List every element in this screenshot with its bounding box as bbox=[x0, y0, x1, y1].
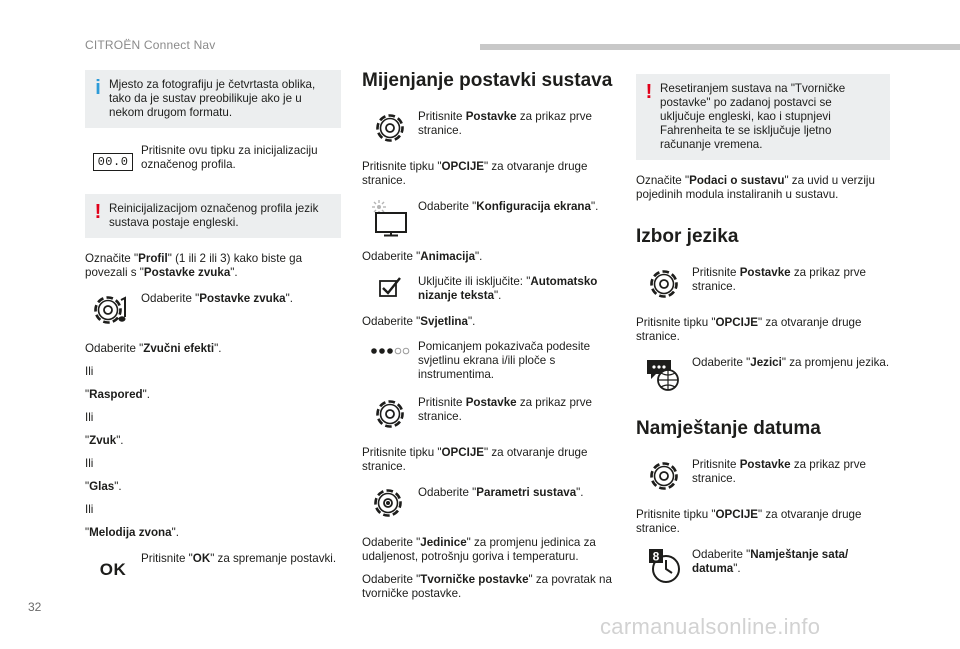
step-date-settings bbox=[636, 456, 890, 496]
checkbox-icon[interactable] bbox=[378, 276, 402, 298]
system-info-text: Označite "Podaci o sustavu" za uvid u verziju pojedinih modula instaliranih u sustavu. bbox=[636, 174, 875, 201]
language-icon[interactable] bbox=[644, 356, 684, 392]
screen-config-text: Odaberite "Konfiguracija ekrana". bbox=[418, 200, 599, 213]
sound-settings-icon[interactable] bbox=[91, 292, 135, 328]
date-select-text: Odaberite "Namještanje sata/ datuma". bbox=[692, 548, 849, 575]
settings-gear-icon[interactable] bbox=[373, 111, 407, 145]
step-lang-select bbox=[636, 354, 890, 394]
ok-button-icon[interactable]: OK bbox=[99, 560, 127, 579]
ok-text: Pritisnite "OK" za spremanje postavki. bbox=[141, 552, 337, 565]
watermark: carmanualsonline.info bbox=[600, 614, 821, 639]
system-params-icon[interactable] bbox=[370, 486, 410, 522]
warning-text: Reinicijalizacijom označenog profila jezik sustava postaje engleski. bbox=[109, 202, 319, 229]
factory-warning-box bbox=[636, 74, 890, 160]
system-params-text: Odaberite "Parametri sustava". bbox=[418, 486, 584, 499]
or-text: Ili bbox=[85, 365, 94, 378]
sound-effects-text: Odaberite "Zvučni efekti". bbox=[85, 342, 222, 355]
auto-scroll-text: Uključite ili isključite: "Automatsko nizanje teksta". bbox=[418, 275, 598, 302]
step-ok bbox=[85, 550, 341, 590]
section-heading-system-settings: Mijenjanje postavki sustava bbox=[362, 70, 613, 91]
option-zvuk: "Zvuk". bbox=[85, 434, 124, 447]
column-3 bbox=[636, 74, 890, 598]
settings-text-2: Pritisnite Postavke za prikaz prve stranice. bbox=[418, 396, 592, 423]
clock-date-icon[interactable] bbox=[644, 546, 684, 586]
header-bar bbox=[480, 44, 960, 50]
step-date-select bbox=[636, 546, 890, 586]
clock-badge: 8 bbox=[652, 549, 660, 564]
info-box bbox=[85, 70, 341, 128]
step-brightness-slider bbox=[362, 338, 614, 382]
settings-gear-icon[interactable] bbox=[647, 267, 681, 301]
warning-icon: ! bbox=[645, 81, 653, 103]
column-1 bbox=[85, 70, 341, 602]
lang-select-text: Odaberite "Jezici" za promjenu jezika. bbox=[692, 356, 890, 369]
step-lang-settings bbox=[636, 264, 890, 304]
info-text: Mjesto za fotografiju je četvrtasta oblika, tako da je sustav preobilikuje ako je u nekom drugom formatu. bbox=[109, 78, 316, 119]
sound-settings-text: Odaberite "Postavke zvuka". bbox=[141, 292, 293, 305]
column-2 bbox=[362, 70, 614, 610]
step-reset-profile bbox=[85, 142, 341, 182]
settings-gear-icon[interactable] bbox=[647, 459, 681, 493]
date-options-text: Pritisnite tipku "OPCIJE" za otvaranje druge stranice. bbox=[636, 508, 862, 535]
brightness-slider-icon[interactable] bbox=[370, 346, 410, 356]
warning-box bbox=[85, 194, 341, 238]
section-heading-language: Izbor jezika bbox=[636, 226, 739, 247]
section-heading-date: Namještanje datuma bbox=[636, 418, 821, 439]
step-system-params bbox=[362, 484, 614, 524]
lang-options-text: Pritisnite tipku "OPCIJE" za otvaranje druge stranice. bbox=[636, 316, 862, 343]
screen-config-icon[interactable] bbox=[368, 199, 412, 237]
step-screen-config bbox=[362, 198, 614, 238]
lang-settings-text: Pritisnite Postavke za prikaz prve stranice. bbox=[692, 266, 866, 293]
options-text: Pritisnite tipku "OPCIJE" za otvaranje druge stranice. bbox=[362, 160, 588, 187]
date-settings-text: Pritisnite Postavke za prikaz prve stranice. bbox=[692, 458, 866, 485]
animation-text: Odaberite "Animacija". bbox=[362, 250, 483, 263]
page-number: 32 bbox=[28, 600, 42, 614]
units-text: Odaberite "Jedinice" za promjenu jedinica za udaljenost, potrošnju goriva i temperaturu. bbox=[362, 536, 596, 563]
option-glas: "Glas". bbox=[85, 480, 122, 493]
option-melodija: "Melodija zvona". bbox=[85, 526, 179, 539]
select-profile-text: Označite "Profil" (1 ili 2 ili 3) kako biste ga povezali s "Postavke zvuka". bbox=[85, 252, 303, 279]
brightness-slider-text: Pomicanjem pokazivača podesite svjetlinu ekrana i/ili ploče s instrumentima. bbox=[418, 340, 591, 381]
step-settings-2 bbox=[362, 394, 614, 434]
info-icon: i bbox=[95, 77, 101, 99]
option-raspored: "Raspored". bbox=[85, 388, 150, 401]
header-title: CITROËN Connect Nav bbox=[85, 38, 216, 52]
step-settings bbox=[362, 108, 614, 148]
step-sound-settings bbox=[85, 290, 341, 330]
reset-text: Pritisnite ovu tipku za inicijalizaciju označenog profila. bbox=[141, 144, 318, 171]
step-auto-scroll bbox=[362, 273, 614, 303]
options-text-2: Pritisnite tipku "OPCIJE" za otvaranje druge stranice. bbox=[362, 446, 588, 473]
or-text: Ili bbox=[85, 503, 94, 516]
reset-button-icon[interactable]: 00.0 bbox=[93, 153, 134, 171]
brightness-text: Odaberite "Svjetlina". bbox=[362, 315, 476, 328]
or-text: Ili bbox=[85, 411, 94, 424]
factory-warning-text: Resetiranjem sustava na "Tvorničke postavke" po zadanoj postavci se uključuje engleski, kao i stupnjevi Fahrenheita te se isključuje ljetno računanje vremena. bbox=[660, 82, 846, 151]
settings-gear-icon[interactable] bbox=[373, 397, 407, 431]
settings-text: Pritisnite Postavke za prikaz prve stranice. bbox=[418, 110, 592, 137]
factory-reset-text: Odaberite "Tvorničke postavke" za povratak na tvorničke postavke. bbox=[362, 573, 612, 600]
or-text: Ili bbox=[85, 457, 94, 470]
warning-icon: ! bbox=[94, 201, 102, 223]
